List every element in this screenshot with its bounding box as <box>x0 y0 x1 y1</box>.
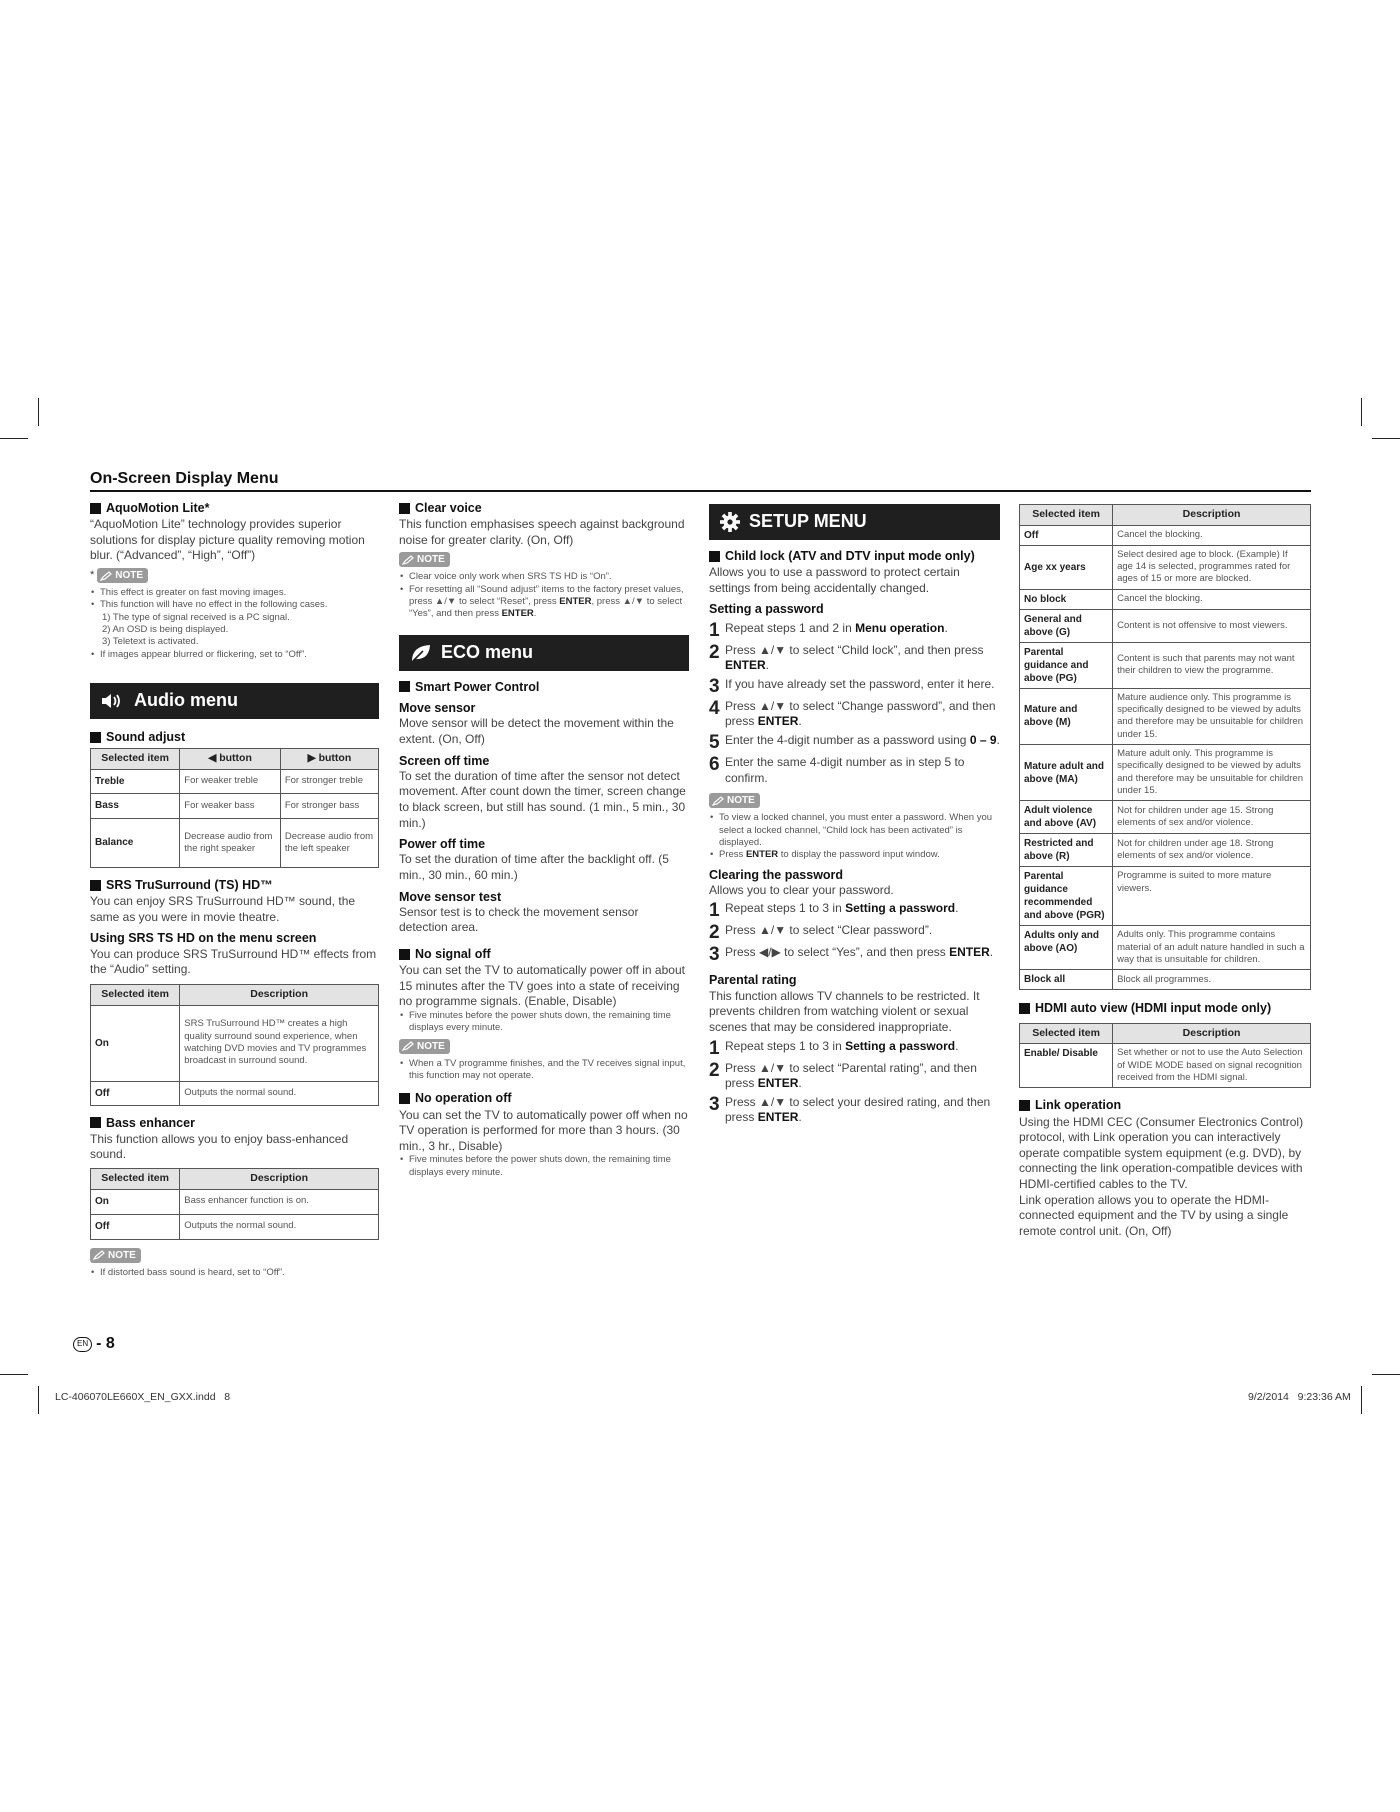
pencil-icon <box>100 571 112 581</box>
paragraph: This function allows you to enjoy bass-enhanced sound. <box>90 1131 349 1162</box>
bullet-item: • Five minutes before the power shuts down, the remaining time displays every minute. <box>399 1010 689 1035</box>
case-item: 2) An OSD is being displayed. <box>102 624 229 636</box>
paragraph: You can produce SRS TruSurround HD™ effects from the “Audio” setting. <box>90 946 377 977</box>
paragraph: To set the duration of time after the backlight off. (5 min., 30 min., 60 min.) <box>399 852 669 882</box>
audio-menu-banner: Audio menu <box>90 683 379 719</box>
step-item: 1 Repeat steps 1 to 3 in Setting a password. <box>709 1037 959 1059</box>
column-3 <box>709 504 1000 1129</box>
subheading: Screen off time <box>399 753 490 768</box>
table-row: Adults only and above (AO) Adults only. This programme contains material of an adult nature handled in such a way that is unsuitable for children. <box>1020 926 1311 970</box>
bullet-list <box>399 1010 689 1035</box>
section-heading: Child lock (ATV and DTV input mode only) <box>709 548 1000 564</box>
section-heading: Clear voice <box>399 500 689 516</box>
header-rule <box>90 490 1311 492</box>
paragraph: Link operation allows you to operate the HDMI-connected equipment and the TV by using a single remote control unit. (On, Off) <box>1019 1192 1289 1238</box>
page-number: EN - 8 <box>73 1334 115 1355</box>
setup-menu-banner: SETUP MENU <box>709 504 1000 540</box>
pencil-icon <box>402 1041 414 1051</box>
note-list <box>399 1058 689 1083</box>
paragraph: This function emphasises speech against background noise for greater clarity. (On, Off) <box>399 517 685 547</box>
column-2 <box>399 500 689 1179</box>
bass-table: Selected item Description On Bass enhancer function is on. Off Outputs the normal sound. <box>90 1168 379 1240</box>
note-list <box>399 571 689 620</box>
subheading: Using SRS TS HD on the menu screen <box>90 931 317 946</box>
section-heading: Smart Power Control <box>399 679 689 695</box>
crop-mark <box>38 1386 39 1414</box>
paragraph: Allows you to use a password to protect certain settings from being accidentally changed. <box>709 565 960 595</box>
note-item: • If images appear blurred or flickering, set to “Off”. <box>90 649 379 661</box>
section-heading: HDMI auto view (HDMI input mode only) <box>1019 1000 1311 1016</box>
paragraph: You can set the TV to automatically power off when no TV operation is performed for more than 3 hours. (30 min., 3 hr., Disable) <box>399 1107 688 1153</box>
sound-adjust-table: Selected item ◀ button ▶ button Treble For weaker treble For stronger treble Bass For weaker bass For stronger bass Balance Decrease audio from the right speaker Decrease audio from the left speaker <box>90 748 379 868</box>
note-badge: NOTE <box>399 552 450 567</box>
crop-mark <box>1372 438 1400 439</box>
crop-mark <box>0 1374 28 1375</box>
file-slug: LC-406070LE660X_EN_GXX.indd 8 <box>55 1391 231 1403</box>
column-1 <box>90 500 379 1279</box>
section-heading: SRS TruSurround (TS) HD™ <box>90 877 379 893</box>
case-item: 3) Teletext is activated. <box>102 636 199 648</box>
step-item: 3 Press ▲/▼ to select your desired rating, and then press ENTER. <box>709 1093 991 1125</box>
eco-menu-banner: ECO menu <box>399 635 689 671</box>
step-item: 1 Repeat steps 1 to 3 in Setting a password. <box>709 900 959 922</box>
note-item: • To view a locked channel, you must enter a password. When you select a locked channel, “Child lock has been activated” is displayed. <box>709 812 1000 849</box>
crop-mark <box>1361 1386 1362 1414</box>
subheading: Power off time <box>399 837 486 852</box>
step-item: 2 Press ▲/▼ to select “Parental rating”, and then press ENTER. <box>709 1059 977 1091</box>
section-heading: Bass enhancer <box>90 1115 379 1131</box>
srs-table: Selected item Description On SRS TruSurround HD™ creates a high quality surround sound experience, when watching DVD movies and TV programmes broadcast in surround sound. Off Outputs the normal sound. <box>90 984 379 1106</box>
table-row: Parental guidance and above (PG) Content is such that parents may not want their children to view the programme. <box>1020 642 1311 688</box>
subheading: Clearing the password <box>709 867 844 882</box>
table-row: On SRS TruSurround HD™ creates a high quality surround sound experience, when watching DVD movies and TV programmes broadcast in surround sound. <box>91 1005 379 1081</box>
note-list <box>709 812 1000 861</box>
note-item: • If distorted bass sound is heard, set to “Off”. <box>90 1267 379 1279</box>
step-item: 4 Press ▲/▼ to select “Change password”, and then press ENTER. <box>709 697 996 729</box>
crop-mark <box>38 398 39 426</box>
table-row: Adult violence and above (AV) Not for children under age 15. Strong elements of sex and/or violence. <box>1020 801 1311 834</box>
subheading: Move sensor test <box>399 889 502 904</box>
table-row: Restricted and above (R) Not for children under age 18. Strong elements of sex and/or violence. <box>1020 834 1311 867</box>
pencil-icon <box>402 555 414 565</box>
step-item: 1 Repeat steps 1 and 2 in Menu operation. <box>709 619 948 641</box>
table-row: Treble For weaker treble For stronger treble <box>91 769 379 793</box>
parental-rating-table: Selected item Description Off Cancel the blocking. Age xx years Select desired age to block. (Example) If age 14 is selected, programmes rated for ages of 15 or more are blocked. No block Cancel the blocking. General and above (G) Content is not offensive to most viewers. Parental guidance and above (PG) Content is such that parents may not want their children to view the programme. Mature and above (M) Mature audience only. This programme is specifically designed to be viewed by adults and therefore may be unsuitable for children under 15. Mature adult and above (MA) Mature adult only. This programme is specifically designed to be viewed by adults and therefore may be unsuitable for children under 15. Adult violence and above (AV) Not for children under age 15. Strong elements of sex and/or violence. Restricted and above (R) Not for children under age 18. Strong elements of sex and/or violence. Parental guidance recommended and above (PGR) Programme is suited to more mature viewers. Adults only and above (AO) Adults only. This programme contains material of an adult nature handled in such a way that is unsuitable for children. Block all Block all programmes. <box>1019 504 1311 990</box>
section-heading: No operation off <box>399 1090 689 1106</box>
note-item: • For resetting all “Sound adjust” items to the factory preset values, press ▲/▼ to select “Reset”, press ENTER, press ▲/▼ to select “Yes”, and then press ENTER. <box>399 584 689 621</box>
table-row: General and above (G) Content is not offensive to most viewers. <box>1020 609 1311 642</box>
paragraph: You can enjoy SRS TruSurround HD™ sound, the same as you were in movie theatre. <box>90 894 356 924</box>
case-item: 1) The type of signal received is a PC signal. <box>102 611 290 623</box>
subheading: Setting a password <box>709 602 824 617</box>
crop-mark <box>0 438 28 439</box>
paragraph: This function allows TV channels to be restricted. It prevents children from watching violent or sexual scenes that may be considered inappropriate. <box>709 988 980 1034</box>
table-row: Mature adult and above (MA) Mature adult only. This programme is specifically designed to be viewed by adults and therefore may be unsuitable for children under 15. <box>1020 745 1311 801</box>
paragraph: Allows you to clear your password. <box>709 882 894 897</box>
note-list <box>90 1267 379 1279</box>
table-row: Balance Decrease audio from the right speaker Decrease audio from the left speaker <box>91 818 379 867</box>
bullet-item: • Five minutes before the power shuts down, the remaining time displays every minute. <box>399 1154 689 1179</box>
step-item: 6 Enter the same 4-digit number as in step 5 to confirm. <box>709 754 965 785</box>
table-row: Block all Block all programmes. <box>1020 970 1311 990</box>
paragraph: You can set the TV to automatically power off in about 15 minutes after the TV goes into a state of receiving no programme signals. (Enable, Disable) <box>399 963 685 1009</box>
table-row: Off Outputs the normal sound. <box>91 1081 379 1105</box>
step-item: 3 If you have already set the password, enter it here. <box>709 675 995 697</box>
note-item: • This effect is greater on fast moving images. <box>90 587 379 599</box>
paragraph: Move sensor will be detect the movement within the extent. (On, Off) <box>399 716 674 746</box>
paragraph: Using the HDMI CEC (Consumer Electronics Control) protocol, with Link operation you can interactively operate compatible system equipment (e.g. DVD), by connecting the link operation-compatible devices with HDMI-certified cables to the TV. <box>1019 1114 1304 1191</box>
subheading: Parental rating <box>709 973 797 988</box>
section-heading: AquoMotion Lite* <box>90 500 379 516</box>
note-badge: NOTE <box>399 1039 450 1054</box>
speaker-icon <box>100 691 126 711</box>
note-badge: NOTE <box>709 793 760 808</box>
table-row: Enable/ Disable Set whether or not to use the Auto Selection of WIDE MODE based on signal recognition received from the HDMI signal. <box>1020 1044 1311 1088</box>
page-title: On-Screen Display Menu <box>90 470 279 487</box>
note-item: • Press ENTER to display the password input window. <box>709 849 1000 861</box>
paragraph: Sensor test is to check the movement sensor detection area. <box>399 904 639 935</box>
table-row: No block Cancel the blocking. <box>1020 589 1311 609</box>
step-item: 2 Press ▲/▼ to select “Clear password”. <box>709 922 933 944</box>
table-row: Mature and above (M) Mature audience only. This programme is specifically designed to be viewed by adults and therefore may be unsuitable for children under 15. <box>1020 688 1311 744</box>
note-badge: NOTE <box>90 1248 141 1263</box>
step-item: 2 Press ▲/▼ to select “Child lock”, and then press ENTER. <box>709 641 984 673</box>
step-item: 3 Press ◀/▶ to select “Yes”, and then press ENTER. <box>709 944 994 966</box>
crop-mark <box>1372 1374 1400 1375</box>
note-item: • Clear voice only work when SRS TS HD is “On”. <box>399 571 689 583</box>
table-row: Parental guidance recommended and above (PGR) Programme is suited to more mature viewers. <box>1020 867 1311 926</box>
column-4 <box>1019 504 1311 1239</box>
section-heading: Sound adjust <box>90 729 379 745</box>
gear-icon <box>719 511 741 533</box>
pencil-icon <box>712 796 724 806</box>
print-datetime: 9/2/2014 9:23:36 AM <box>1248 1391 1351 1403</box>
note-list <box>90 587 379 661</box>
table-row: Age xx years Select desired age to block. (Example) If age 14 is selected, programmes rated for ages of 15 or more are blocked. <box>1020 545 1311 589</box>
note-badge: NOTE <box>97 568 148 583</box>
note-item: • This function will have no effect in the following cases. 1) The type of signal received is a PC signal. 2) An OSD is being displayed. 3) Teletext is activated. <box>90 599 379 648</box>
pencil-icon <box>93 1250 105 1260</box>
table-row: On Bass enhancer function is on. <box>91 1189 379 1214</box>
table-row: Bass For weaker bass For stronger bass <box>91 793 379 818</box>
leaf-icon <box>409 642 433 664</box>
bullet-list <box>399 1154 689 1179</box>
table-row: Off Cancel the blocking. <box>1020 525 1311 545</box>
asterisk: * <box>90 569 95 582</box>
paragraph: “AquoMotion Lite” technology provides superior solutions for display picture quality removing motion blur. (“Advanced”, “High”, “Off”) <box>90 517 365 563</box>
subheading: Move sensor <box>399 701 476 716</box>
step-item: 5 Enter the 4-digit number as a password using 0 – 9. <box>709 732 1000 754</box>
table-row: Off Outputs the normal sound. <box>91 1214 379 1239</box>
section-heading: Link operation <box>1019 1097 1311 1113</box>
hdmi-table: Selected item Description Enable/ Disable Set whether or not to use the Auto Selection of WIDE MODE based on signal recognition received from the HDMI signal. <box>1019 1023 1311 1089</box>
language-badge: EN <box>73 1337 92 1351</box>
paragraph: To set the duration of time after the sensor not detect movement. After count down the timer, screen change to black screen, but still has sound. (1 min., 5 min., 30 min.) <box>399 768 686 830</box>
crop-mark <box>1361 398 1362 426</box>
note-item: • When a TV programme finishes, and the TV receives signal input, this function may not operate. <box>399 1058 689 1083</box>
section-heading: No signal off <box>399 946 689 962</box>
